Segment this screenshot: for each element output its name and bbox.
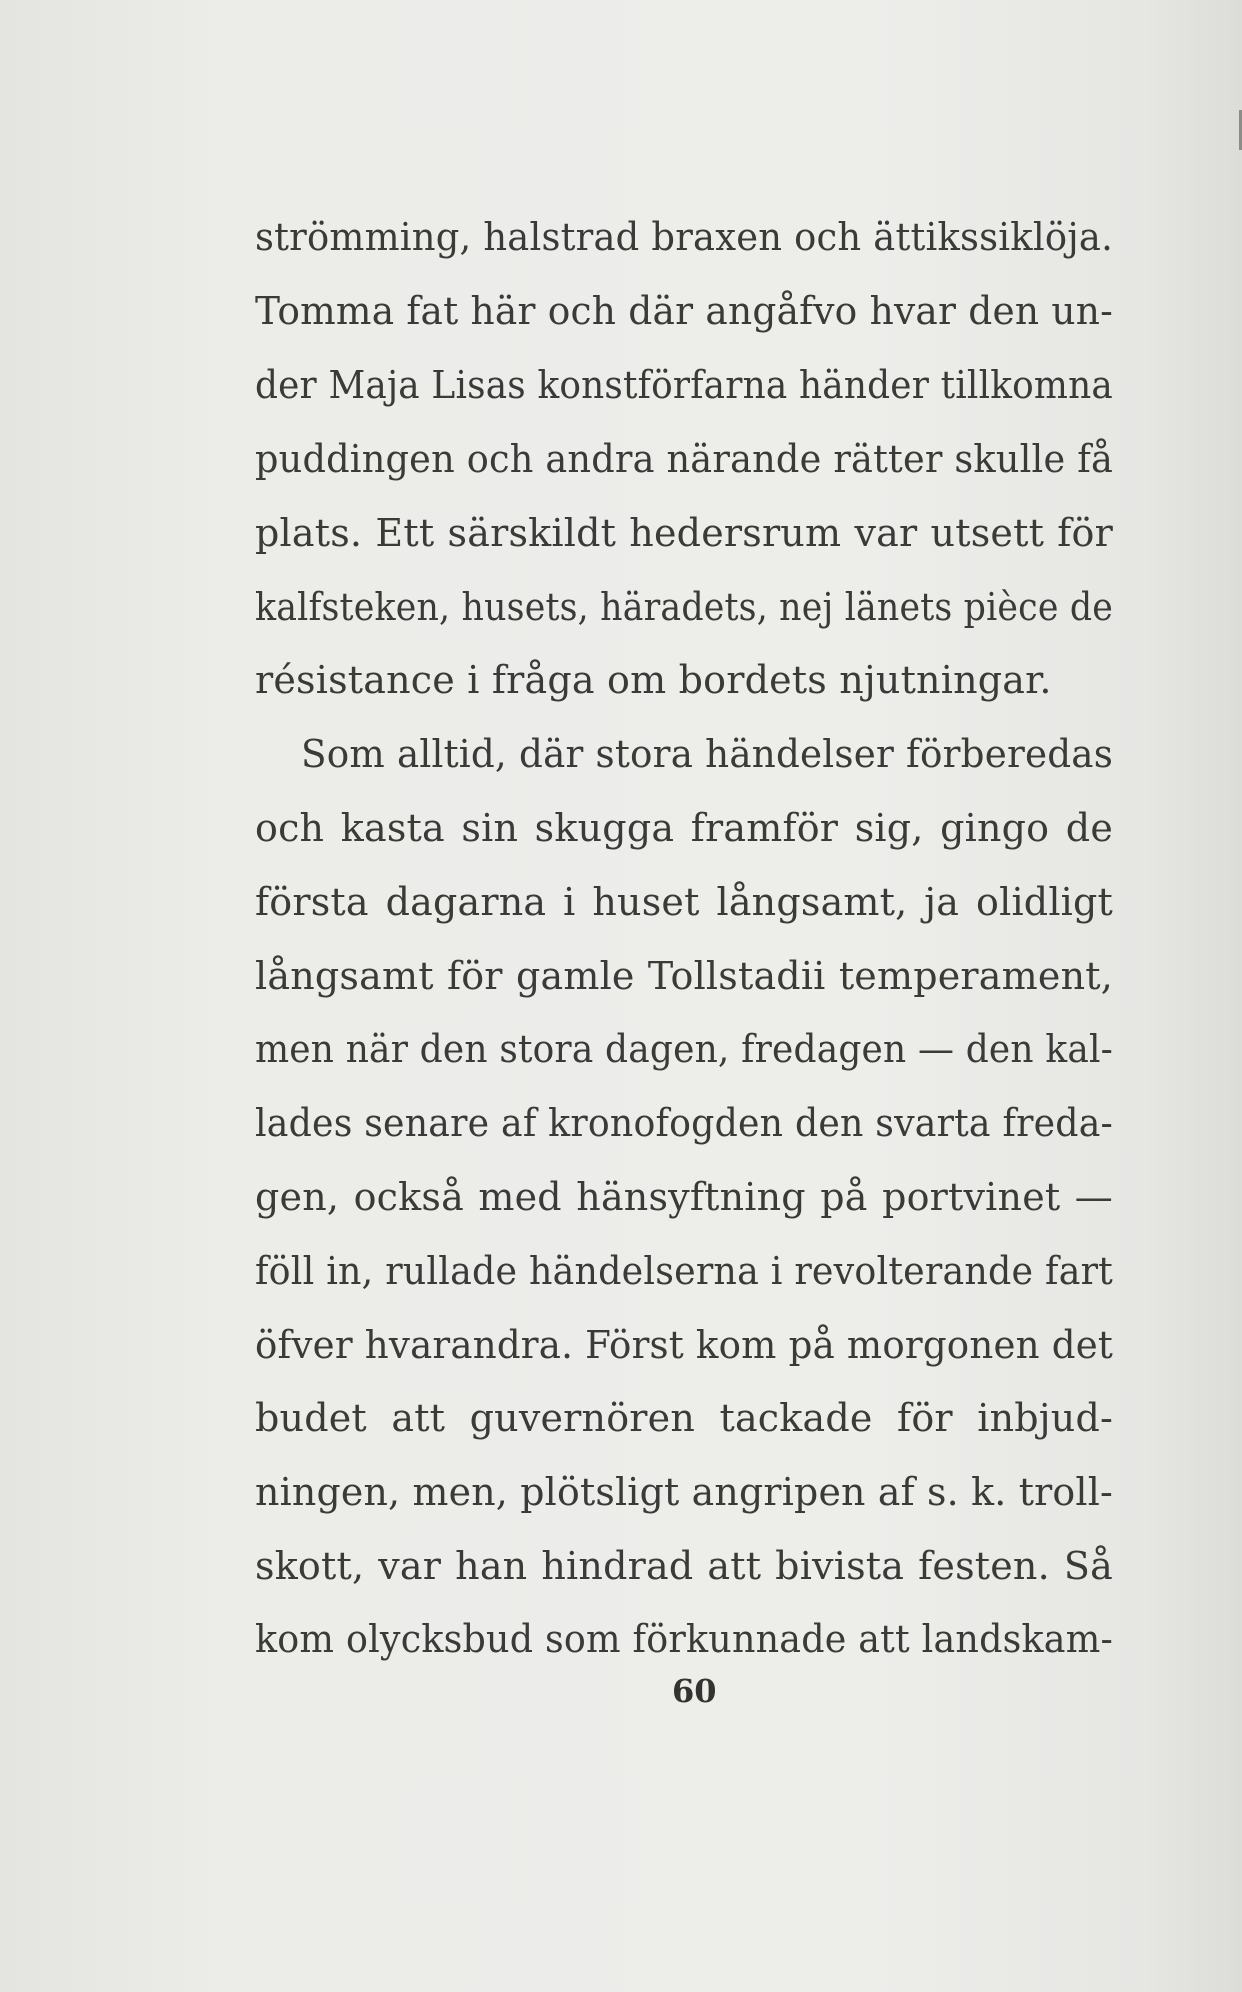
text-line: långsamt för gamle Tollstadii temperament, bbox=[255, 954, 1113, 998]
text-line: ningen, men, plötsligt angripen af s. k. troll- bbox=[255, 1470, 1114, 1514]
text-line: första dagarna i huset långsamt, ja olidligt bbox=[255, 880, 1114, 924]
page-number: 60 bbox=[672, 1672, 717, 1710]
text-line-indented: Som alltid, där stora händelser förberedas bbox=[301, 732, 1114, 776]
text-line: kalfsteken, husets, häradets, nej länets pièce de bbox=[255, 585, 1114, 629]
text-line: plats. Ett särskildt hedersrum var utsett för bbox=[255, 511, 1113, 555]
text-line: och kasta sin skugga framför sig, gingo de bbox=[255, 806, 1114, 850]
text-line: skott, var han hindrad att bivista festen. Så bbox=[255, 1544, 1113, 1588]
text-line: men när den stora dagen, fredagen — den kal- bbox=[255, 1027, 1113, 1071]
text-line: der Maja Lisas konstförfarna händer tillkomna bbox=[255, 363, 1113, 407]
text-line: gen, också med hänsyftning på portvinet — bbox=[255, 1175, 1113, 1219]
text-line: lades senare af kronofogden den svarta freda- bbox=[255, 1101, 1113, 1145]
text-line: föll in, rullade händelserna i revolterande fart bbox=[255, 1249, 1114, 1293]
text-line: résistance i fråga om bordets njutningar. bbox=[255, 658, 1052, 702]
text-line: puddingen och andra närande rätter skulle få bbox=[255, 437, 1114, 481]
text-line: kom olycksbud som förkunnade att landskam- bbox=[255, 1617, 1113, 1661]
text-line: strömming, halstrad braxen och ättikssiklöja. bbox=[255, 215, 1114, 259]
text-line: Tomma fat här och där angåfvo hvar den un- bbox=[255, 289, 1114, 333]
text-line: budet att guvernören tackade för inbjud- bbox=[255, 1396, 1114, 1440]
text-line: öfver hvarandra. Först kom på morgonen det bbox=[255, 1323, 1114, 1367]
